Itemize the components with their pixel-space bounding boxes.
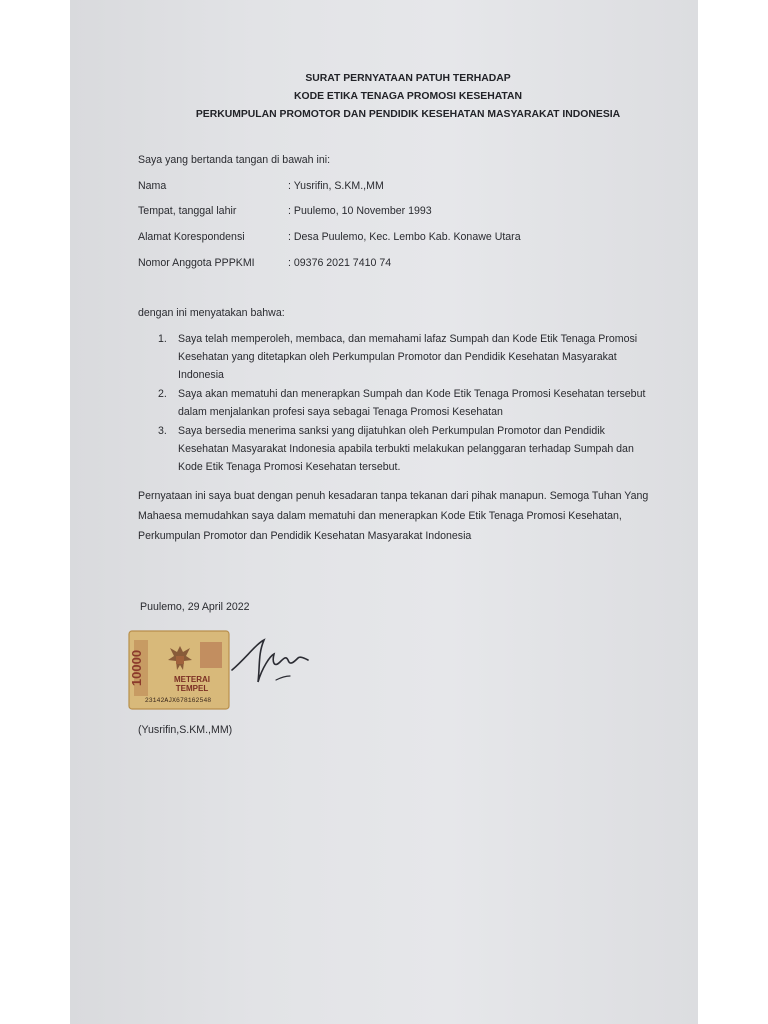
closing-statement: Pernyataan ini saya buat dengan penuh kesadaran tanpa tekanan dari pihak manapun. Semoga Tuhan Yang Mahaesa memudahkan saya dalam mematuhi dan menerapkan Kode Etik Tenaga Promosi Kesehatan, Perkumpulan Promotor dan Pendidik Kesehatan Masyarakat Indonesia [138, 490, 649, 542]
stamp-hologram [200, 642, 222, 668]
list-text: Saya bersedia menerima sanksi yang dijatuhkan oleh Perkumpulan Promotor dan Pendidik Kesehatan Masyarakat Indonesia apabila terbukti melakukan pelanggaran terhadap Sumpah dan Kode Etik Tenaga Promosi Kesehatan tersebut. [178, 425, 634, 473]
signature [228, 636, 324, 688]
signature-underline [276, 676, 290, 680]
stamp-label-1: METERAI [174, 675, 210, 684]
stamp-amount: 10000 [129, 649, 144, 687]
field-label: Alamat Korespondensi [138, 231, 245, 243]
list-item [158, 330, 648, 384]
signer-name: (Yusrifin,S.KM.,MM) [138, 724, 233, 736]
title-line-1: SURAT PERNYATAAN PATUH TERHADAP [305, 73, 511, 84]
revenue-stamp [128, 630, 230, 710]
field-label: Nama [138, 180, 167, 192]
field-value: : Desa Puulemo, Kec. Lembo Kab. Konawe Utara [288, 231, 521, 243]
statement-list [158, 330, 648, 477]
place-date: Puulemo, 29 April 2022 [140, 601, 250, 613]
stamp-label-2: TEMPEL [175, 684, 209, 693]
list-text: Saya telah memperoleh, membaca, dan memahami lafaz Sumpah dan Kode Etik Tenaga Promosi Kesehatan yang ditetapkan oleh Perkumpulan Promotor dan Pendidik Kesehatan Masyarakat Indonesia [178, 333, 638, 381]
field-value: : 09376 2021 7410 74 [288, 257, 391, 269]
field-row-member-number [138, 257, 678, 275]
statement-intro: dengan ini menyatakan bahwa: [138, 307, 285, 319]
document-sheet [70, 0, 698, 1024]
list-item [158, 385, 648, 421]
list-item [158, 422, 648, 476]
field-row-nama [138, 180, 678, 198]
field-label: Tempat, tanggal lahir [138, 205, 237, 217]
signature-stroke [232, 640, 308, 682]
title-line-2: KODE ETIKA TENAGA PROMOSI KESEHATAN [293, 91, 523, 102]
title-line-3: PERKUMPULAN PROMOTOR DAN PENDIDIK KESEHATAN MASYARAKAT INDONESIA [195, 109, 621, 120]
letter-title [138, 70, 678, 124]
stamp-serial: 23142AJX678162548 [144, 697, 212, 704]
list-text: Saya akan mematuhi dan menerapkan Sumpah dan Kode Etik Tenaga Promosi Kesehatan tersebut dalam menjalankan profesi saya sebagai Tenaga Promosi Kesehatan [178, 388, 646, 418]
list-number: 2. [158, 388, 167, 400]
list-number: 1. [158, 333, 167, 345]
field-value: : Puulemo, 10 November 1993 [288, 205, 432, 217]
field-row-address [138, 231, 678, 249]
field-value: : Yusrifin, S.KM.,MM [288, 180, 384, 192]
field-row-birth [138, 205, 678, 223]
field-label: Nomor Anggota PPPKMI [138, 257, 255, 269]
intro-text: Saya yang bertanda tangan di bawah ini: [138, 154, 331, 166]
list-number: 3. [158, 425, 167, 437]
